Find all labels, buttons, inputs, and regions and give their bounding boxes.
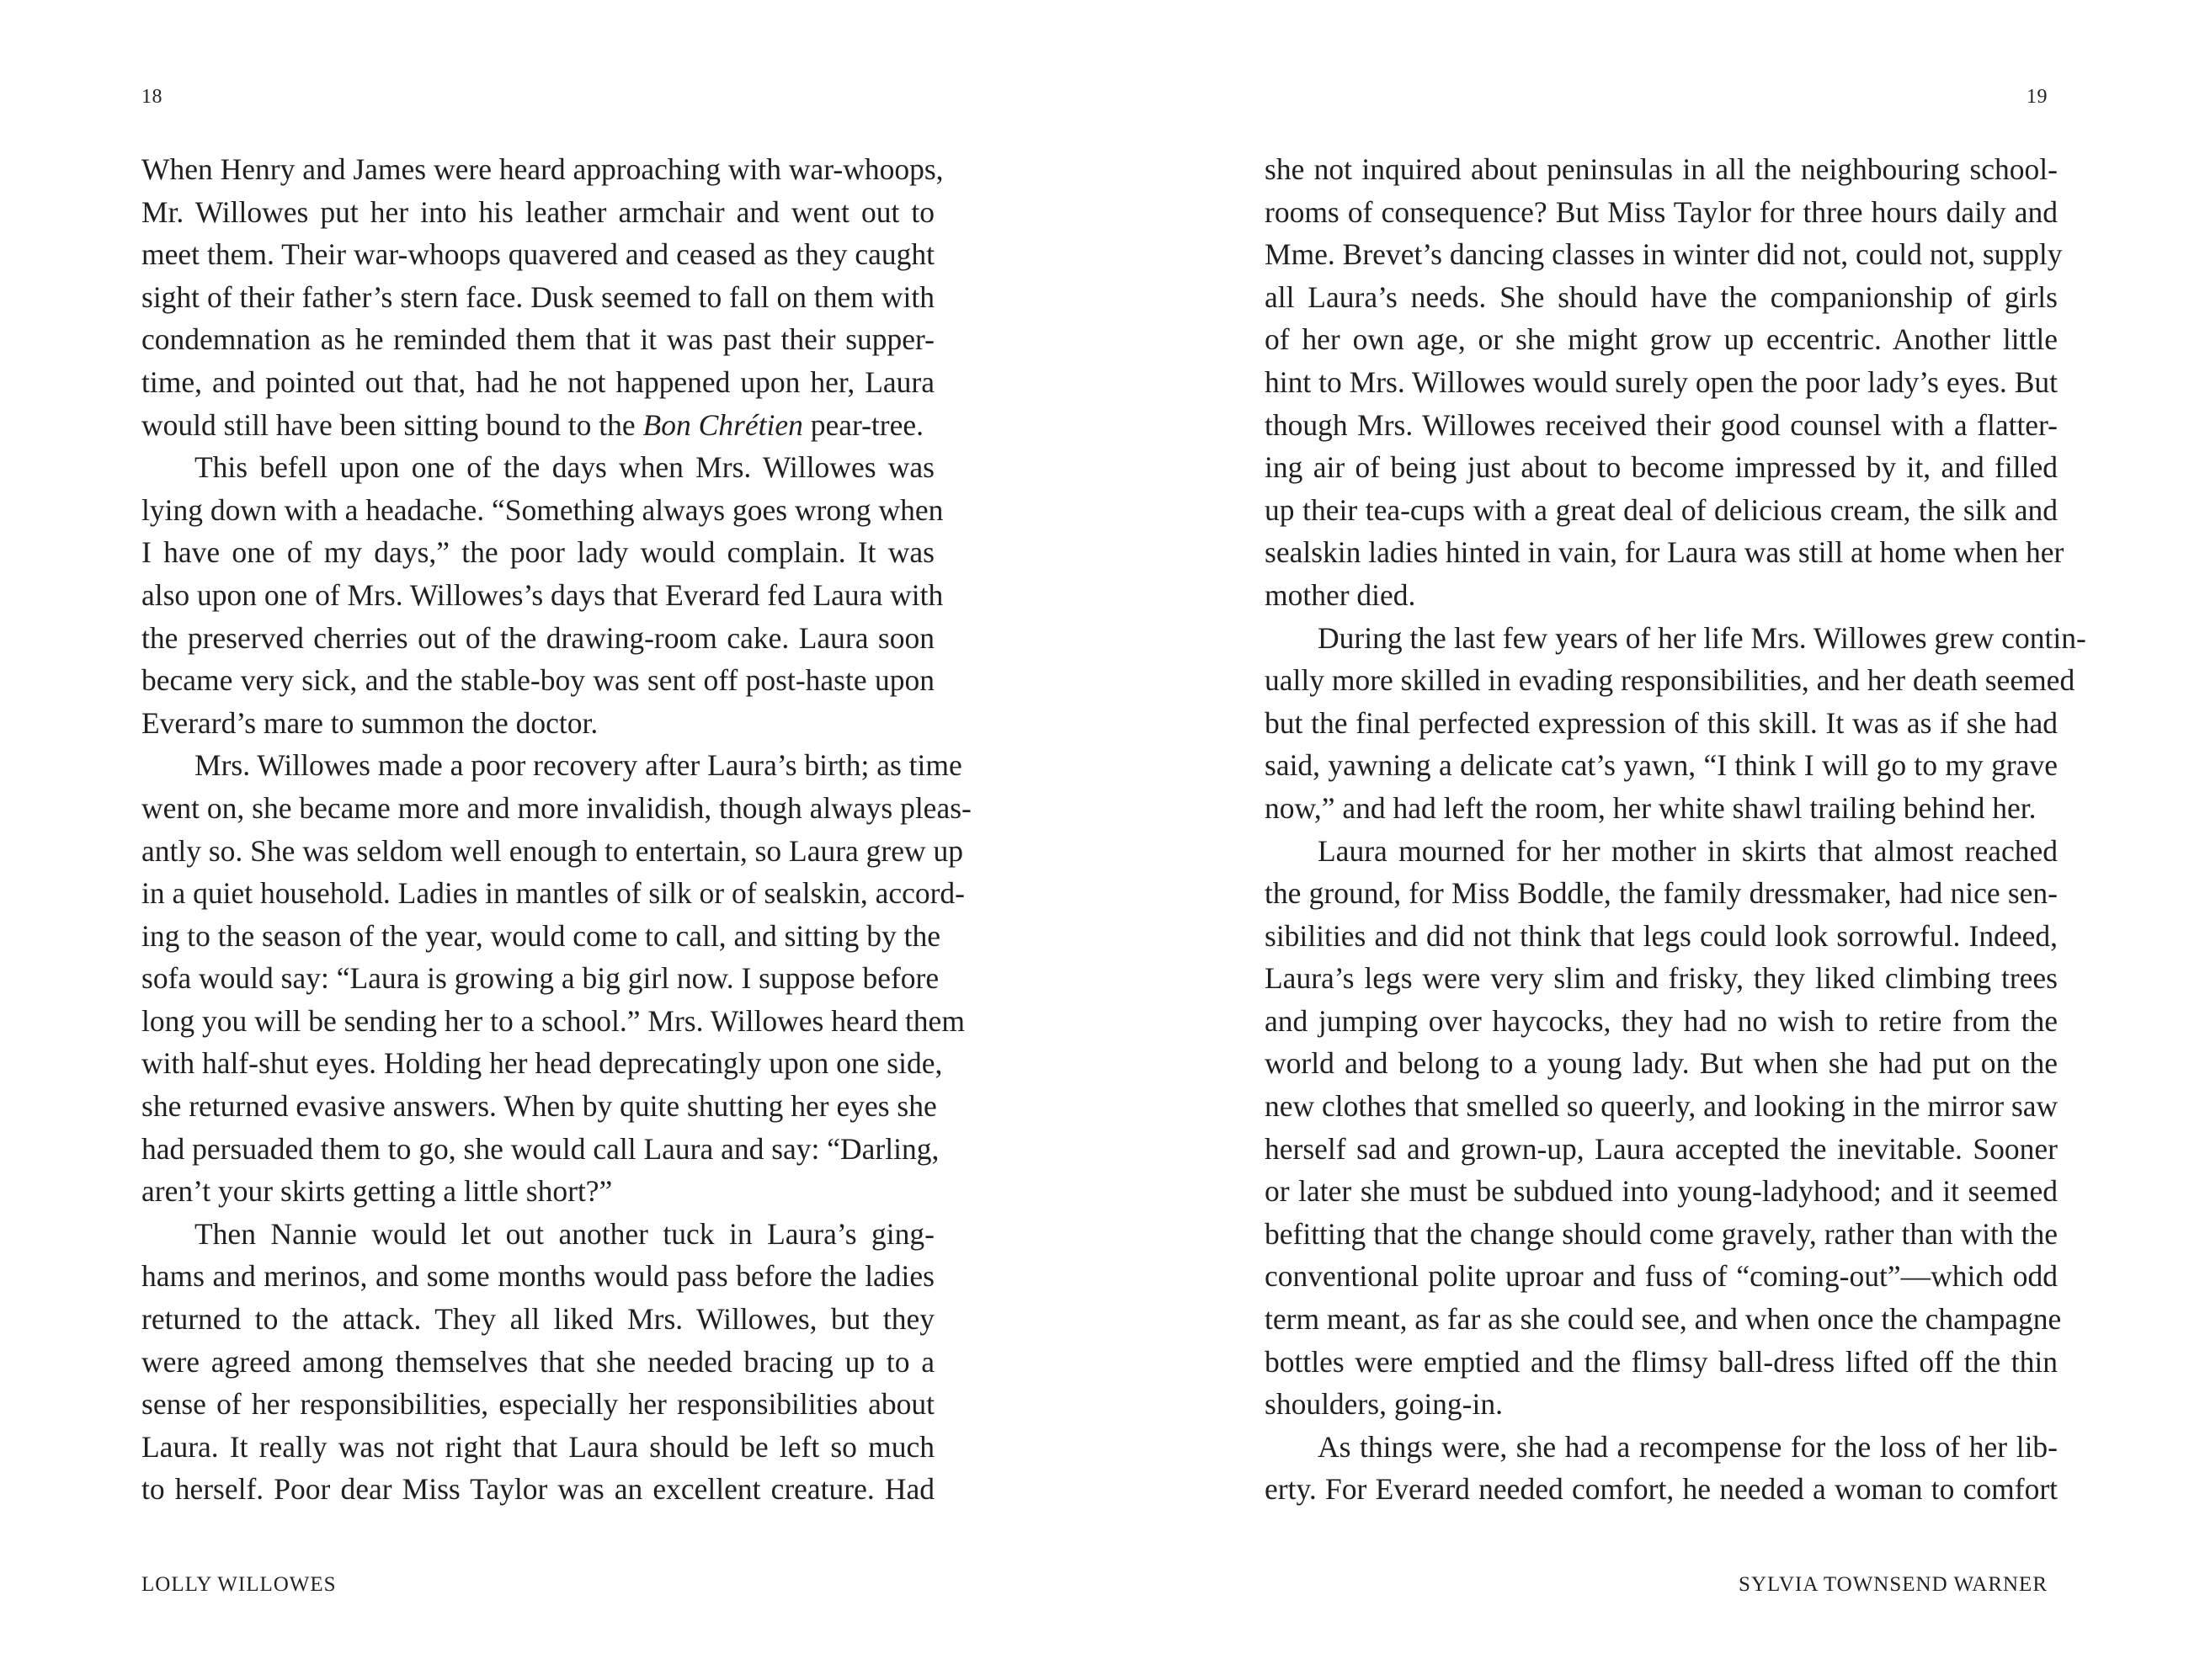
text-line-content: Laura’s legs were very slim and frisky, they liked climbing trees [1265, 961, 2058, 996]
text-line [141, 1255, 935, 1298]
text-line-content: This befell upon one of the days when Mrs. Willowes was [194, 450, 935, 485]
text-line [141, 233, 935, 276]
right-page-text [1265, 148, 2086, 1511]
text-line-content: hams and merinos, and some months would pass before the ladies [141, 1259, 935, 1294]
text-line-content: sense of her responsibilities, especially her responsibilities about [141, 1387, 935, 1422]
text-line [141, 872, 965, 915]
text-line-content: sight of their father’s stern face. Dusk seemed to fall on them with [141, 279, 935, 314]
text-line [1265, 489, 2058, 532]
text-line-content: went on, she became more and more invalidish, though always pleas- [141, 790, 972, 825]
text-line [1265, 1298, 2062, 1341]
text-line [141, 1170, 935, 1213]
text-line-content: all Laura’s needs. She should have the companionship of girls [1265, 279, 2058, 314]
text-line [141, 617, 935, 660]
text-line [141, 1085, 935, 1128]
text-line [1265, 1426, 2058, 1469]
text-line [1265, 957, 2058, 1000]
text-line-content: antly so. She was seldom well enough to entertain, so Laura grew up [141, 833, 964, 868]
text-line [141, 404, 935, 447]
text-line-content: time, and pointed out that, had he not happened upon her, Laura [141, 364, 935, 399]
text-line-content: sofa would say: “Laura is growing a big girl now. I suppose before [141, 961, 940, 996]
text-line-content: long you will be sending her to a school.” Mrs. Willowes heard them [141, 1003, 965, 1038]
text-line [141, 702, 935, 745]
left-page [0, 0, 1094, 1680]
text-line [141, 574, 944, 617]
text-line-content: of her own age, or she might grow up eccentric. Another little [1265, 322, 2058, 357]
text-line-content: Mme. Brevet’s dancing classes in winter did not, could not, supply [1265, 237, 2063, 272]
text-line [141, 1042, 943, 1085]
text-line-content: sealskin ladies hinted in vain, for Laura was still at home when her [1265, 535, 2064, 570]
text-line-content: the ground, for Miss Boddle, the family dressmaker, had nice sen- [1265, 876, 2058, 911]
text-line-content: ing to the season of the year, would come to call, and sitting by the [141, 918, 940, 953]
text-line [1265, 276, 2058, 319]
text-line [141, 1298, 935, 1341]
text-line-content: Laura mourned for her mother in skirts that almost reached [1318, 833, 2058, 868]
text-line-content: aren’t your skirts getting a little short?” [141, 1174, 613, 1209]
text-line-content: Mr. Willowes put her into his leather armchair and went out to [141, 194, 935, 229]
text-line-content: with half-shut eyes. Holding her head deprecatingly upon one side, [141, 1046, 943, 1081]
text-line [141, 1468, 935, 1511]
text-line [1265, 148, 2058, 191]
text-line [141, 1426, 935, 1469]
text-line [141, 446, 935, 489]
text-line-content: up their tea-cups with a great deal of delicious cream, the silk and [1265, 492, 2058, 527]
italic-title-text: Bon Chrétien [642, 407, 803, 442]
text-line [1265, 744, 2058, 787]
left-page-text [141, 148, 972, 1511]
text-line [141, 659, 935, 702]
text-line-content: and jumping over haycocks, they had no wish to retire from the [1265, 1003, 2058, 1038]
right-page [1094, 0, 2189, 1680]
text-line [1265, 361, 2058, 404]
text-line [1265, 1468, 2058, 1511]
text-line [1265, 191, 2058, 234]
text-line-content: I have one of my days,” the poor lady would complain. It was [141, 535, 935, 570]
text-line-content: During the last few years of her life Mrs. Willowes grew contin- [1318, 620, 2086, 655]
text-line [141, 830, 964, 873]
text-line [141, 489, 944, 532]
text-line [141, 1383, 935, 1426]
text-line [1265, 404, 2058, 447]
text-line-content: became very sick, and the stable-boy was sent off post-haste upon [141, 663, 935, 698]
text-line-content: meet them. Their war-whoops quavered and ceased as they caught [141, 237, 935, 272]
text-line [1265, 1170, 2058, 1213]
text-line-content: erty. For Everard needed comfort, he needed a woman to comfort [1265, 1472, 2058, 1507]
text-line [1265, 1000, 2058, 1043]
text-line [141, 191, 935, 234]
text-line-content: Mrs. Willowes made a poor recovery after Laura’s birth; as time [194, 748, 962, 783]
text-line-content: sibilities and did not think that legs could look sorrowful. Indeed, [1265, 918, 2058, 953]
text-line [141, 744, 962, 787]
text-line-content: but the final perfected expression of this skill. It was as if she had [1265, 705, 2058, 740]
text-line-content: ually more skilled in evading responsibilities, and her death seemed [1265, 663, 2075, 698]
text-line [1265, 830, 2058, 873]
text-line-content: returned to the attack. They all liked Mrs. Willowes, but they [141, 1302, 935, 1337]
text-line-content: rooms of consequence? But Miss Taylor for three hours daily and [1265, 194, 2058, 229]
text-line-content: or later she must be subdued into young-ladyhood; and it seemed [1265, 1174, 2058, 1209]
text-line-content: to herself. Poor dear Miss Taylor was an excellent creature. Had [141, 1472, 935, 1507]
text-line-content: the preserved cherries out of the drawing-room cake. Laura soon [141, 620, 935, 655]
text-line [141, 915, 940, 958]
text-line-content: in a quiet household. Ladies in mantles of silk or of sealskin, accord- [141, 876, 965, 911]
text-line [141, 148, 944, 191]
text-line [141, 1341, 935, 1384]
text-line-content: were agreed among themselves that she needed bracing up to a [141, 1344, 935, 1379]
text-line [141, 957, 940, 1000]
text-line [1265, 1213, 2058, 1256]
text-line-content: mother died. [1265, 577, 1416, 612]
text-line [1265, 318, 2058, 361]
text-line [1265, 1341, 2058, 1384]
right-page-number: 19 [2027, 86, 2048, 108]
text-line-content: though Mrs. Willowes received their good counsel with a flatter- [1265, 407, 2058, 442]
text-line-content: now,” and had left the room, her white shawl trailing behind her. [1265, 790, 2037, 825]
text-line [141, 531, 935, 574]
text-line-content: Then Nannie would let out another tuck in Laura’s ging- [194, 1216, 935, 1251]
text-line [141, 1000, 965, 1043]
text-line-content: bottles were emptied and the flimsy ball-dress lifted off the thin [1265, 1344, 2058, 1379]
text-line [1265, 446, 2058, 489]
text-line [1265, 1383, 2058, 1426]
text-line-content: she returned evasive answers. When by quite shutting her eyes she [141, 1089, 937, 1124]
text-line [1265, 1085, 2058, 1128]
text-line-content: also upon one of Mrs. Willowes’s days that Everard fed Laura with [141, 577, 944, 612]
text-line [141, 1213, 935, 1256]
text-line-content: herself sad and grown-up, Laura accepted the inevitable. Sooner [1265, 1131, 2058, 1166]
text-line-continuation: pear-tree. [802, 407, 924, 442]
text-line-content: lying down with a headache. “Something always goes wrong when [141, 492, 944, 527]
text-line [1265, 1042, 2058, 1085]
text-line-content: hint to Mrs. Willowes would surely open the poor lady’s eyes. But [1265, 364, 2058, 399]
text-line [1265, 233, 2063, 276]
text-line-content: would still have been sitting bound to the [141, 407, 643, 442]
text-line-content: ing air of being just about to become impressed by it, and filled [1265, 450, 2058, 485]
text-line [141, 361, 935, 404]
text-line-content: said, yawning a delicate cat’s yawn, “I think I will go to my grave [1265, 748, 2058, 783]
text-line [1265, 531, 2064, 574]
text-line-content: conventional polite uproar and fuss of “coming-out”—which odd [1265, 1259, 2058, 1294]
text-line [1265, 915, 2058, 958]
right-running-footer: SYLVIA TOWNSEND WARNER [1739, 1573, 2048, 1596]
text-line-content: had persuaded them to go, she would call Laura and say: “Darling, [141, 1131, 940, 1166]
text-line-content: term meant, as far as she could see, and when once the champagne [1265, 1302, 2062, 1337]
text-line-content: shoulders, going-in. [1265, 1387, 1503, 1422]
text-line-content: When Henry and James were heard approaching with war-whoops, [141, 152, 944, 186]
text-line [1265, 574, 2058, 617]
text-line [1265, 787, 2058, 830]
left-page-number: 18 [141, 86, 162, 108]
text-line [1265, 1255, 2058, 1298]
text-line-content: condemnation as he reminded them that it was past their supper- [141, 322, 935, 357]
text-line [141, 276, 935, 319]
text-line [1265, 872, 2058, 915]
text-line [1265, 617, 2086, 660]
text-line [1265, 1128, 2058, 1171]
text-line-content: Laura. It really was not right that Laura should be left so much [141, 1429, 935, 1464]
text-line-content: befitting that the change should come gravely, rather than with the [1265, 1216, 2058, 1251]
text-line-content: world and belong to a young lady. But when she had put on the [1265, 1046, 2058, 1081]
text-line-content: As things were, she had a recompense for the loss of her lib- [1318, 1429, 2058, 1464]
text-line [1265, 702, 2058, 745]
text-line [141, 1128, 940, 1171]
text-line [141, 787, 972, 830]
text-line [1265, 659, 2075, 702]
text-line-content: Everard’s mare to summon the doctor. [141, 705, 599, 740]
text-line-content: she not inquired about peninsulas in all the neighbouring school- [1265, 152, 2058, 186]
text-line-content: new clothes that smelled so queerly, and looking in the mirror saw [1265, 1089, 2059, 1124]
text-line [141, 318, 935, 361]
left-running-footer: LOLLY WILLOWES [141, 1573, 337, 1596]
